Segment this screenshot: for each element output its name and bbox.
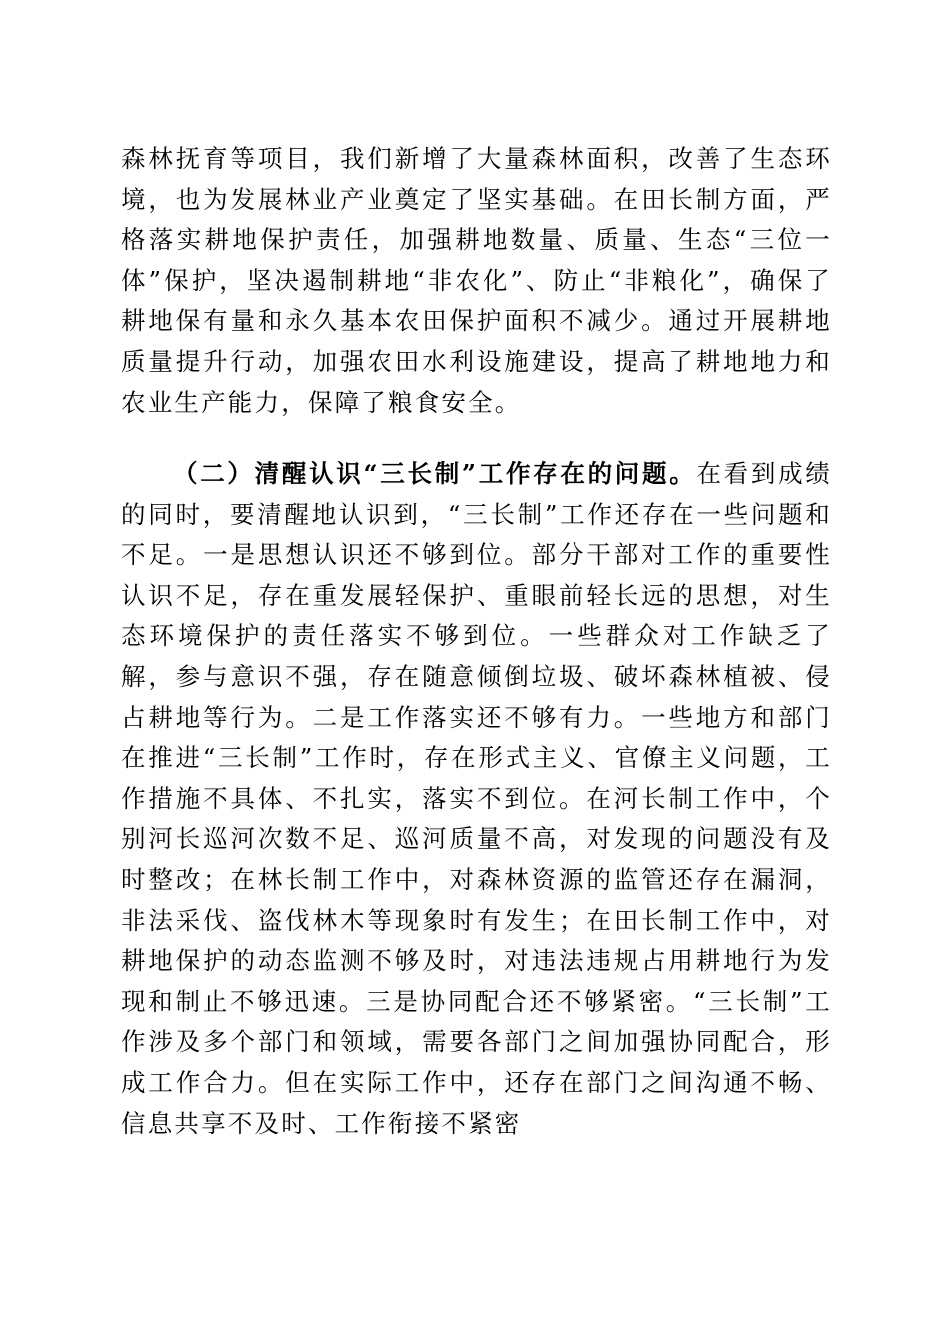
paragraph-2-text: 在看到成绩的同时，要清醒地认识到，“三长制”工作还存在一些问题和不足。一是思想认识还不够到位。部分干部对工作的重要性认识不足，存在重发展轻保护、重眼前轻长远的思想，对生态环境保护的责任落实不够到位。一些群众对工作缺乏了解，参与意识不强，存在随意倾倒垃圾、破坏森林植被、侵占耕地等行为。二是工作落实还不够有力。一些地方和部门在推进“三长制”工作时，存在形式主义、官僚主义问题，工作措施不具体、不扎实，落实不到位。在河长制工作中，个别河长巡河次数不足、巡河质量不高，对发现的问题没有及时整改；在林长制工作中，对森林资源的监管还存在漏洞，非法采伐、盗伐林木等现象时有发生；在田长制工作中，对耕地保护的动态监测不够及时，对违法违规占用耕地行为发现和制止不够迅速。三是协同配合还不够紧密。“三长制”工作涉及多个部门和领域，需要各部门之间加强协同配合，形成工作合力。但在实际工作中，还存在部门之间沟通不畅、信息共享不及时、工作衔接不紧密 — [121, 459, 833, 1138]
paragraph-2-body — [121, 454, 832, 1144]
section-heading: （二）清醒认识“三长制”工作存在的问题。 — [173, 459, 697, 488]
paragraph-1 — [121, 139, 832, 423]
paragraph-2 — [121, 454, 832, 1144]
paragraph-1-text: 森林抚育等项目，我们新增了大量森林面积，改善了生态环境，也为发展林业产业奠定了坚实基础。在田长制方面，严格落实耕地保护责任，加强耕地数量、质量、生态“三位一体”保护，坚决遏制耕地“非农化”、防止“非粮化”，确保了耕地保有量和永久基本农田保护面积不减少。通过开展耕地质量提升行动，加强农田水利设施建设，提高了耕地地力和农业生产能力，保障了粮食安全。 — [121, 144, 832, 417]
